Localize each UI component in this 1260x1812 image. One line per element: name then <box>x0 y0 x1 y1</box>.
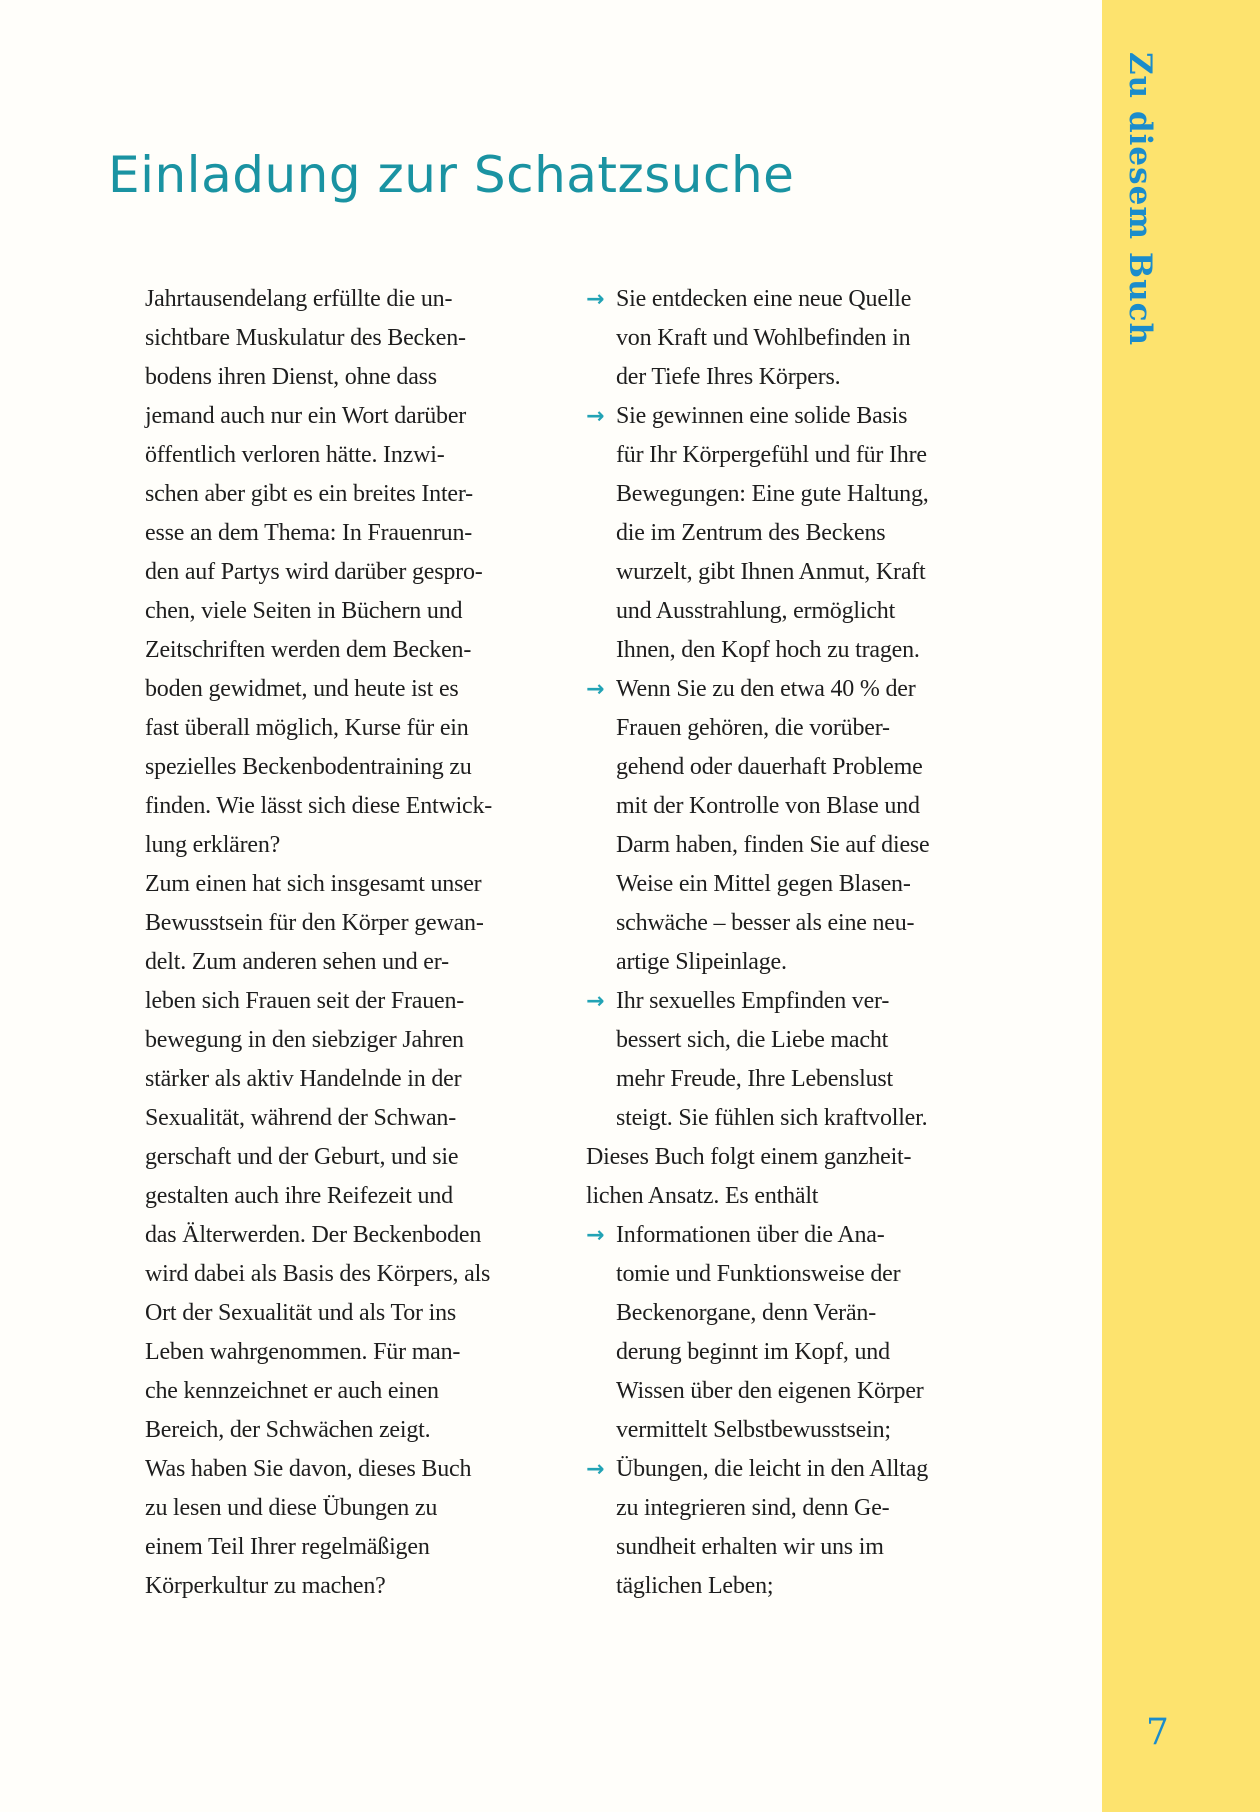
bullet-line <box>586 670 930 709</box>
left-text-column <box>145 280 492 1606</box>
line-text: lichen Ansatz. Es enthält <box>586 1183 819 1209</box>
section-label: Zu diesem Buch <box>1122 52 1158 347</box>
text-line: delt. Zum anderen sehen und er- <box>145 949 449 975</box>
text-line: schen aber gibt es ein breites Inter- <box>145 481 473 507</box>
line-text: Ihnen, den Kopf hoch zu tragen. <box>616 637 920 663</box>
line-text: sundheit erhalten wir uns im <box>616 1534 884 1560</box>
text-line <box>586 1255 930 1294</box>
text-line: boden gewidmet, und heute ist es <box>145 676 459 702</box>
bullet-line <box>586 280 930 319</box>
line-text: Sie entdecken eine neue Quelle <box>616 286 912 312</box>
bullet-line <box>586 1216 930 1255</box>
text-line <box>586 1177 930 1216</box>
right-text-column <box>586 280 930 1606</box>
text-line <box>586 904 930 943</box>
line-text: derung beginnt im Kopf, und <box>616 1339 890 1365</box>
text-line: jemand auch nur ein Wort darüber <box>145 403 467 429</box>
text-line <box>586 1567 930 1606</box>
text-line <box>586 865 930 904</box>
line-text: artige Slipeinlage. <box>616 949 787 975</box>
line-text: Wissen über den eigenen Körper <box>616 1378 924 1404</box>
arrow-right-icon: → <box>586 677 605 702</box>
text-line: fast überall möglich, Kurse für ein <box>145 715 469 741</box>
text-line: den auf Partys wird darüber gespro- <box>145 559 483 585</box>
line-text: steigt. Sie fühlen sich kraftvoller. <box>616 1105 928 1131</box>
line-text: der Tiefe Ihres Körpers. <box>616 364 841 390</box>
text-line: chen, viele Seiten in Büchern und <box>145 598 463 624</box>
text-line <box>586 1528 930 1567</box>
text-line: Jahrtausendelang erfüllte die un- <box>145 286 453 312</box>
page-number: 7 <box>1146 1712 1169 1753</box>
text-line <box>586 1372 930 1411</box>
arrow-right-icon: → <box>586 989 605 1014</box>
line-text: für Ihr Körpergefühl und für Ihre <box>616 442 927 468</box>
line-text: und Ausstrahlung, ermöglicht <box>616 598 896 624</box>
text-line: esse an dem Thema: In Frauenrun- <box>145 520 473 546</box>
text-line: stärker als aktiv Handelnde in der <box>145 1066 462 1092</box>
text-line <box>586 631 930 670</box>
bullet-line <box>586 397 930 436</box>
text-line: einem Teil Ihrer regelmäßigen <box>145 1534 430 1560</box>
line-text: Wenn Sie zu den etwa 40 % der <box>616 676 916 702</box>
text-line <box>586 709 930 748</box>
text-line: finden. Wie lässt sich diese Entwick- <box>145 793 493 819</box>
text-line <box>586 1021 930 1060</box>
text-line: gestalten auch ihre Reifezeit und <box>145 1183 453 1209</box>
line-text: Frauen gehören, die vorüber- <box>616 715 890 741</box>
arrow-right-icon: → <box>586 1223 605 1248</box>
text-line: wird dabei als Basis des Körpers, als <box>145 1261 491 1287</box>
text-line <box>586 748 930 787</box>
line-text: Sie gewinnen eine solide Basis <box>616 403 908 429</box>
line-text: Informationen über die Ana- <box>616 1222 885 1248</box>
text-line <box>586 1333 930 1372</box>
text-line <box>586 319 930 358</box>
text-line <box>586 358 930 397</box>
arrow-right-icon: → <box>586 1457 605 1482</box>
line-text: von Kraft und Wohlbefinden in <box>616 325 911 351</box>
line-text: Weise ein Mittel gegen Blasen- <box>616 871 911 897</box>
text-line: bodens ihren Dienst, ohne dass <box>145 364 437 390</box>
line-text: Ihr sexuelles Empfinden ver- <box>616 988 890 1014</box>
text-line <box>586 943 930 982</box>
text-line <box>586 553 930 592</box>
line-text: Übungen, die leicht in den Alltag <box>616 1456 928 1482</box>
text-line <box>586 1060 930 1099</box>
text-line: bewegung in den siebziger Jahren <box>145 1027 464 1053</box>
text-line <box>586 1411 930 1450</box>
text-line: sichtbare Muskulatur des Becken- <box>145 325 466 351</box>
text-line: lung erklären? <box>145 832 281 858</box>
text-line: gerschaft und der Geburt, und sie <box>145 1144 459 1170</box>
text-line: leben sich Frauen seit der Frauen- <box>145 988 465 1014</box>
text-line: Körperkultur zu machen? <box>145 1573 386 1599</box>
text-line <box>586 826 930 865</box>
text-line: Zeitschriften werden dem Becken- <box>145 637 472 663</box>
text-line: das Älterwerden. Der Beckenboden <box>145 1222 482 1248</box>
text-line: zu lesen und diese Übungen zu <box>145 1495 438 1521</box>
line-text: mit der Kontrolle von Blase und <box>616 793 920 819</box>
text-line: spezielles Beckenbodentraining zu <box>145 754 472 780</box>
text-line: che kennzeichnet er auch einen <box>145 1378 439 1404</box>
text-line <box>586 475 930 514</box>
text-line: Was haben Sie davon, dieses Buch <box>145 1456 472 1482</box>
text-line: Sexualität, während der Schwan- <box>145 1105 457 1131</box>
text-line: Zum einen hat sich insgesamt unser <box>145 871 482 897</box>
text-line: Bereich, der Schwächen zeigt. <box>145 1417 431 1443</box>
text-line: öffentlich verloren hätte. Inzwi- <box>145 442 445 468</box>
text-line <box>586 1489 930 1528</box>
arrow-right-icon: → <box>586 287 605 312</box>
text-line <box>586 1099 930 1138</box>
line-text: Darm haben, finden Sie auf diese <box>616 832 930 858</box>
line-text: wurzelt, gibt Ihnen Anmut, Kraft <box>616 559 926 585</box>
text-line <box>586 436 930 475</box>
text-line: Ort der Sexualität und als Tor ins <box>145 1300 457 1326</box>
line-text: Dieses Buch folgt einem ganzheit- <box>586 1144 912 1170</box>
line-text: mehr Freude, Ihre Lebenslust <box>616 1066 893 1092</box>
line-text: schwäche – besser als eine neu- <box>616 910 915 936</box>
line-text: täglichen Leben; <box>616 1573 774 1599</box>
text-line <box>586 1138 930 1177</box>
text-line <box>586 787 930 826</box>
line-text: Beckenorgane, denn Verän- <box>616 1300 877 1326</box>
text-line: Leben wahrgenommen. Für man- <box>145 1339 461 1365</box>
text-line <box>586 514 930 553</box>
line-text: Bewegungen: Eine gute Haltung, <box>616 481 929 507</box>
line-text: die im Zentrum des Beckens <box>616 520 886 546</box>
bullet-line <box>586 1450 930 1489</box>
bullet-line <box>586 982 930 1021</box>
line-text: gehend oder dauerhaft Probleme <box>616 754 923 780</box>
text-line <box>586 1294 930 1333</box>
arrow-right-icon: → <box>586 404 605 429</box>
text-line: Bewusstsein für den Körper gewan- <box>145 910 484 936</box>
line-text: vermittelt Selbstbewusstsein; <box>616 1417 891 1443</box>
text-line <box>586 592 930 631</box>
line-text: bessert sich, die Liebe macht <box>616 1027 889 1053</box>
line-text: zu integrieren sind, denn Ge- <box>616 1495 890 1521</box>
page-title: Einladung zur Schatzsuche <box>108 146 795 204</box>
line-text: tomie und Funktionsweise der <box>616 1261 901 1287</box>
